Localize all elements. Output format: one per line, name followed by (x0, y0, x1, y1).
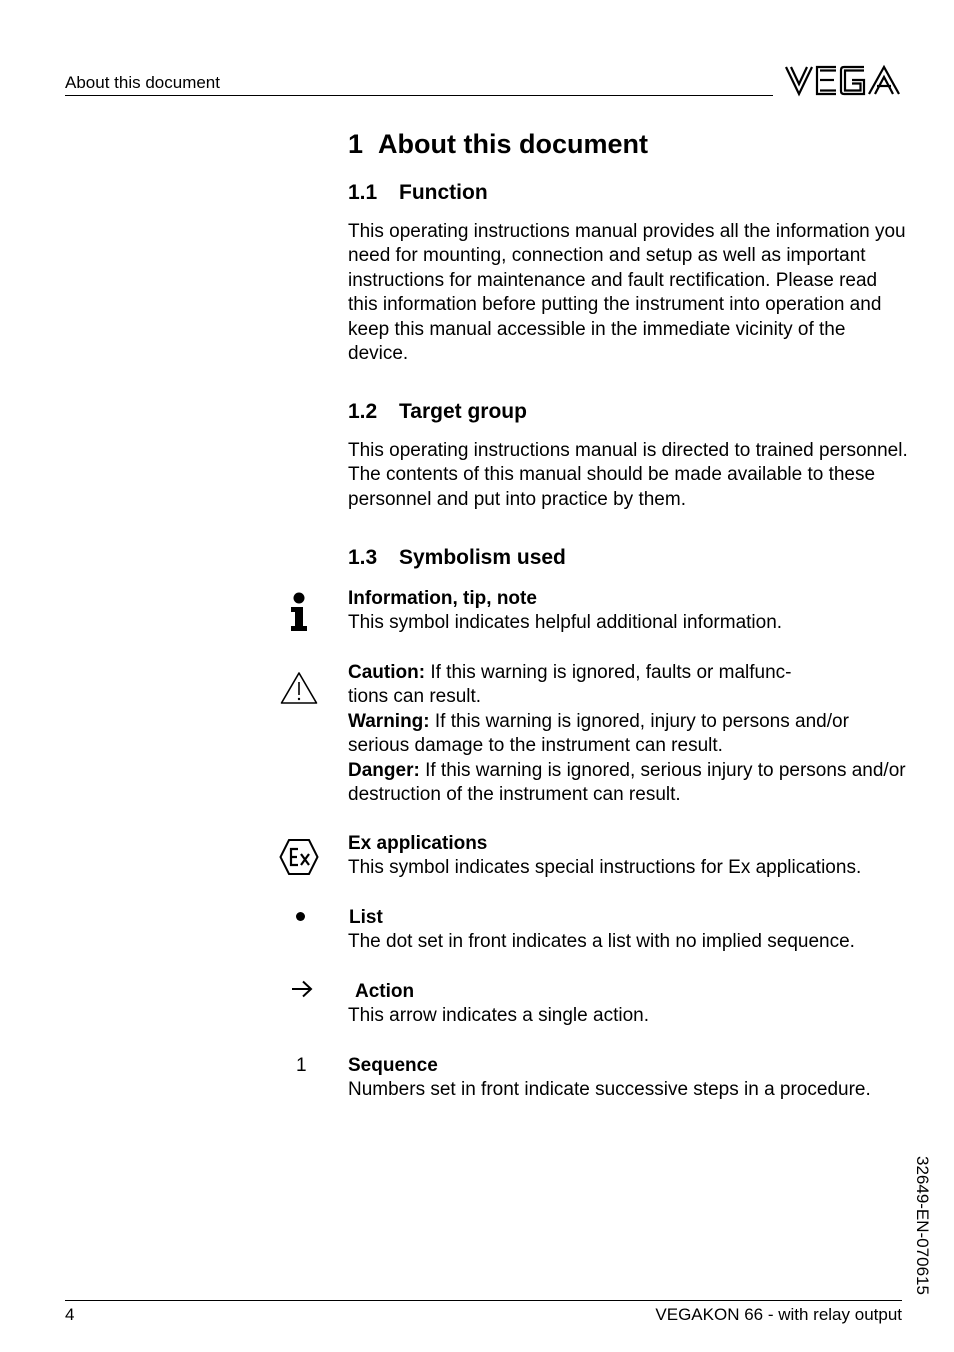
symbol-ex (348, 832, 908, 881)
footer-rule (65, 1300, 902, 1301)
symbol-description: The dot set in front indicates a list with no implied sequence. (348, 931, 855, 953)
symbol-title: Sequence (348, 1055, 438, 1076)
running-header: About this document (65, 73, 220, 92)
sequence-marker: 1 (296, 1055, 307, 1076)
symbol-warnings (348, 661, 828, 710)
ex-hexagon-icon (279, 838, 319, 876)
caution-note (348, 661, 828, 710)
header-rule (65, 95, 773, 96)
warning-label: Warning: (348, 711, 430, 732)
warning-triangle-icon (280, 671, 318, 705)
paragraph: This operating instructions manual provides all the information you need for mounting, connection and setup as well as important instructions for maintenance and fault rectification. Please read this information before putting the instrument into operation and keep this manual accessible in the immediate vicinity of the device. (348, 221, 906, 365)
section-heading-target-group (348, 400, 527, 424)
footer-product-title: VEGAKON 66 - with relay output (655, 1305, 902, 1324)
section-title: Function (399, 181, 488, 204)
caution-text: If this warning is ignored, faults or malfunc- tions can result. (348, 662, 792, 708)
symbol-description: This symbol indicates special instructions for Ex applications. (348, 857, 862, 879)
symbol-list (349, 906, 909, 955)
document-code: 32649-EN-070615 (913, 1156, 932, 1295)
section-number: 1.3 (348, 546, 378, 569)
danger-text: If this warning is ignored, serious injury to persons and/or destruction of the instrument can result. (348, 759, 906, 806)
warning-note (348, 710, 908, 759)
danger-label: Danger: (348, 759, 420, 781)
symbol-description: This arrow indicates a single action. (348, 1005, 649, 1027)
section-number: 1.1 (348, 181, 378, 204)
section-text-target-group (348, 439, 908, 512)
vega-logo (784, 64, 902, 97)
symbol-title: Ex applications (348, 833, 488, 854)
section-text-function (348, 220, 908, 366)
symbol-description: This symbol indicates helpful additional information. (348, 612, 783, 634)
chapter-title (348, 129, 648, 160)
symbol-description: Numbers set in front indicate successive steps in a procedure. (348, 1079, 871, 1101)
page-number: 4 (65, 1305, 75, 1324)
caution-label: Caution: (348, 662, 426, 683)
chapter-number: 1 (348, 129, 364, 159)
danger-note (348, 759, 908, 808)
section-title: Target group (399, 400, 527, 423)
arrow-right-icon (290, 979, 314, 999)
section-number: 1.2 (348, 400, 378, 423)
symbol-sequence (348, 1054, 908, 1103)
symbol-title: Information, tip, note (348, 588, 537, 609)
section-heading-function (348, 181, 488, 205)
symbol-action (348, 980, 908, 1029)
section-title: Symbolism used (399, 546, 566, 569)
symbol-title: Action (355, 981, 415, 1002)
symbol-info (348, 587, 908, 636)
symbol-title: List (349, 907, 383, 928)
bullet-dot-icon (296, 912, 305, 921)
section-heading-symbolism (348, 546, 566, 570)
warning-text: If this warning is ignored, injury to persons and/or serious damage to the instrument can result. (348, 711, 849, 757)
symbol-warnings-continued (348, 710, 908, 808)
paragraph: This operating instructions manual is directed to trained personnel. The contents of this manual should be made available to these personnel and put into practice by them. (348, 440, 908, 510)
info-icon (288, 592, 310, 632)
chapter-title-text: About this document (378, 129, 649, 159)
